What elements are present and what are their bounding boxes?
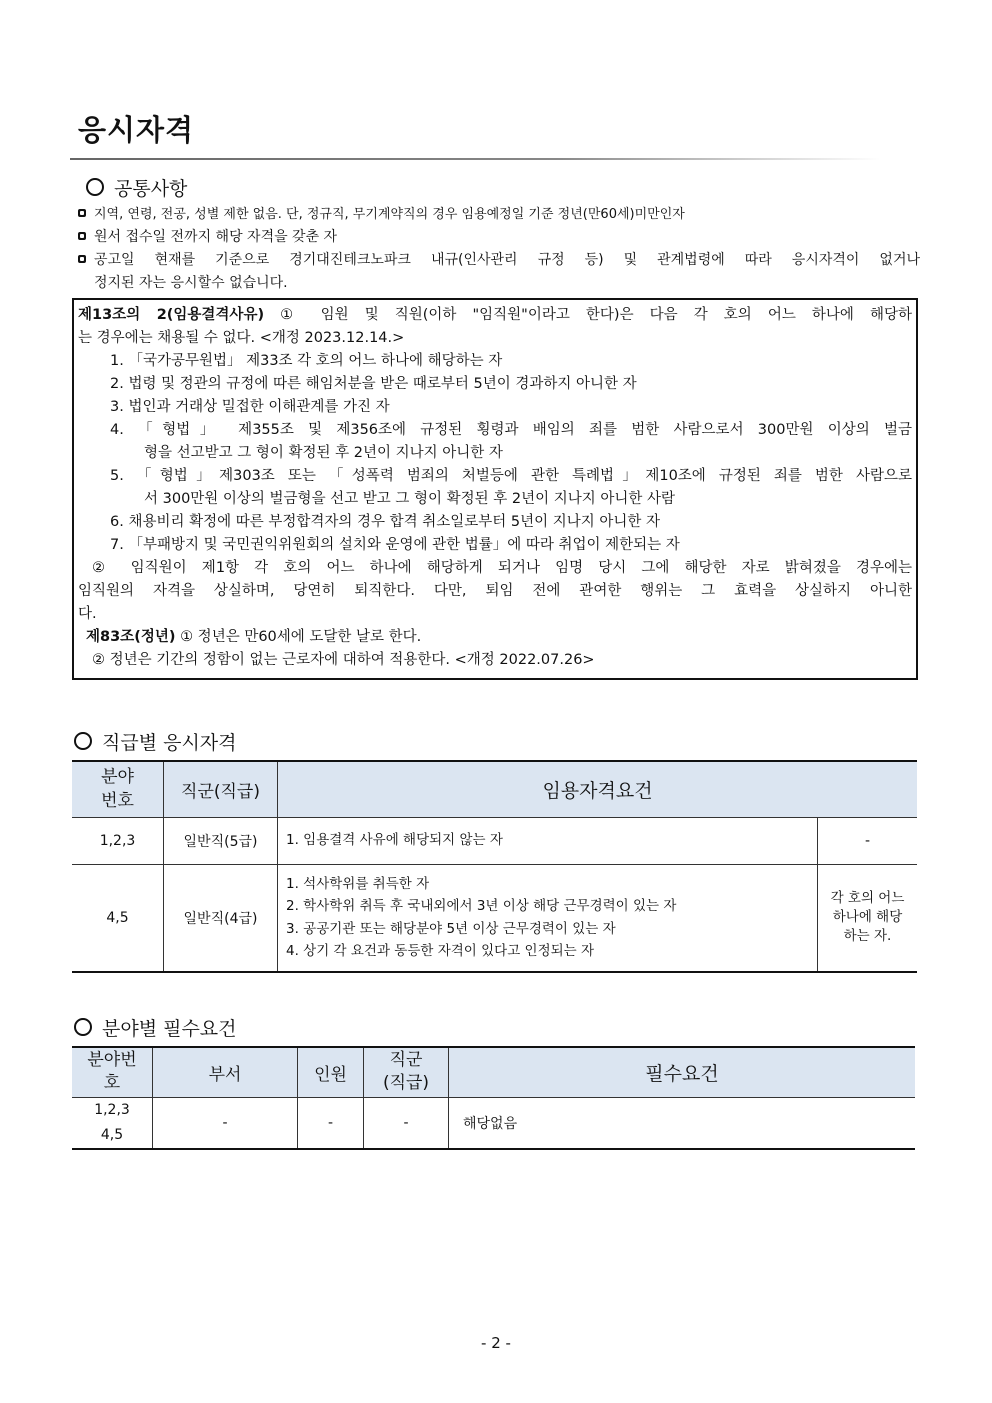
square-bullet-icon [78,255,86,263]
table-row [72,1097,915,1149]
article-text: ① 정년은 만60세에 도달한 날로 한다. [180,629,422,645]
article-paragraph2: 다. [78,606,97,622]
circle-icon [86,178,104,196]
square-bullet-icon [78,232,86,240]
table-cell: 일반직(5급) [164,817,278,864]
list-item [78,203,920,226]
bullet-text: 원서 접수일 전까지 해당 자격을 갖춘 자 [94,229,338,245]
section-heading-grade [74,728,237,755]
requirement-item: 1. 석사학위를 취득한 자 [286,875,430,892]
article-paragraph2: 임직원의 자격을 상실하며, 당연히 퇴직한다. 다만, 퇴임 전에 관여한 행위는 그 효력을 상실하지 아니한 [78,583,912,599]
page-number: - 2 - [481,1334,511,1352]
list-item [78,226,920,249]
page-title: 응시자격 [78,113,195,147]
table-cell: 1,2,3 [72,817,164,864]
article-heading: 제13조의 2(임용결격사유) [78,307,265,323]
bullet-text: 정지된 자는 응시할수 없습니다. [94,275,288,291]
table-header: 직군(직급) [164,761,278,817]
table-header: 인원 [298,1047,364,1097]
table-header: 임용자격요건 [278,761,918,817]
field-requirements-table [72,1046,915,1150]
article-item: 2. 법령 및 정관의 규정에 따른 해임처분을 받은 때로부터 5년이 경과하지 아니한 자 [110,376,637,392]
article-83-line2: ② 정년은 기간의 정함이 없는 근로자에 대하여 적용한다. <개정 2022.07.26> [92,652,595,668]
table-cell: - [818,817,918,864]
article-item: 6. 채용비리 확정에 따른 부정합격자의 경우 합격 취소일로부터 5년이 지나지 아니한 자 [110,514,660,530]
section-heading-text: 직급별 응시자격 [102,732,237,754]
circle-icon [74,732,92,750]
list-item [78,249,920,272]
article-item: 4. 「형법」 제355조 및 제356조에 규정된 횡령과 배임의 죄를 범한 사람으로서 300만원 이상의 벌금 [110,422,912,438]
section-heading-text: 공통사항 [114,178,188,200]
table-cell: - [153,1097,298,1149]
table-header: 분야 번호 [72,761,164,817]
table-cell [278,864,818,972]
article-item-cont: 형을 선고받고 그 형이 확정된 후 2년이 지나지 아니한 자 [144,445,503,461]
table-header: 분야번 호 [72,1047,153,1097]
section-heading-text: 분야별 필수요건 [102,1018,237,1040]
table-row [72,864,917,972]
table-cell: 일반직(4급) [164,864,278,972]
square-bullet-icon [78,209,86,217]
table-cell: 해당없음 [449,1097,916,1149]
table-row [72,817,917,864]
bullet-text: 공고일 현재를 기준으로 경기대진테크노파크 내규(인사관리 규정 등) 및 관계법령에 따라 응시자격이 없거나 [94,252,920,268]
grade-requirements-table [72,760,917,973]
requirement-item: 3. 공공기관 또는 해당분야 5년 이상 근무경력이 있는 자 [286,920,616,937]
table-header: 필수요건 [449,1047,916,1097]
table-cell: 1,2,3 4,5 [72,1097,153,1149]
article-text: ① 임원 및 직원(이하 "임직원"이라고 한다)은 다음 각 호의 어느 하나에 해당하 [280,307,912,323]
article-83-line1 [86,626,421,649]
article-13-line2: 는 경우에는 채용될 수 없다. <개정 2023.12.14.> [78,330,405,346]
list-item-continuation [94,272,936,295]
table-cell: 각 호의 어느 하나에 해당 하는 자. [818,864,918,972]
article-heading: 제83조(정년) [86,629,176,645]
table-cell: 1. 임용결격 사유에 해당되지 않는 자 [278,817,818,864]
section-heading-field [74,1014,237,1041]
table-cell: - [364,1097,449,1149]
table-cell: 4,5 [72,864,164,972]
table-cell: - [298,1097,364,1149]
section-heading-common [86,174,187,201]
bullet-text: 지역, 연령, 전공, 성별 제한 없음. 단, 정규직, 무기계약직의 경우 임용예정일 기준 정년(만60세)미만인자 [94,207,685,222]
table-header: 부서 [153,1047,298,1097]
title-divider [70,158,880,160]
article-item: 1. 「국가공무원법」 제33조 각 호의 어느 하나에 해당하는 자 [110,353,503,369]
article-item: 7. 「부패방지 및 국민권익위원회의 설치와 운영에 관한 법률」에 따라 취업이 제한되는 자 [110,537,680,553]
article-item: 3. 법인과 거래상 밀접한 이해관계를 가진 자 [110,399,390,415]
requirement-item: 4. 상기 각 요건과 동등한 자격이 있다고 인정되는 자 [286,943,595,960]
article-item-cont: 서 300만원 이상의 벌금형을 선고 받고 그 형이 확정된 후 2년이 지나지 아니한 사람 [144,491,676,507]
article-item: 5. 「형법」제303조 또는 「성폭력 범죄의 처벌등에 관한 특례법」제10조에 규정된 죄를 범한 사람으로 [110,468,912,484]
circle-icon [74,1018,92,1036]
requirement-item: 2. 학사학위 취득 후 국내외에서 3년 이상 해당 근무경력이 있는 자 [286,898,677,915]
article-paragraph2: ② 임직원이 제1항 각 호의 어느 하나에 해당하게 되거나 임명 당시 그에 해당한 자로 밝혀졌을 경우에는 [92,560,912,576]
regulation-box [72,298,918,680]
table-header: 직군 (직급) [364,1047,449,1097]
article-13-line1 [78,304,912,327]
